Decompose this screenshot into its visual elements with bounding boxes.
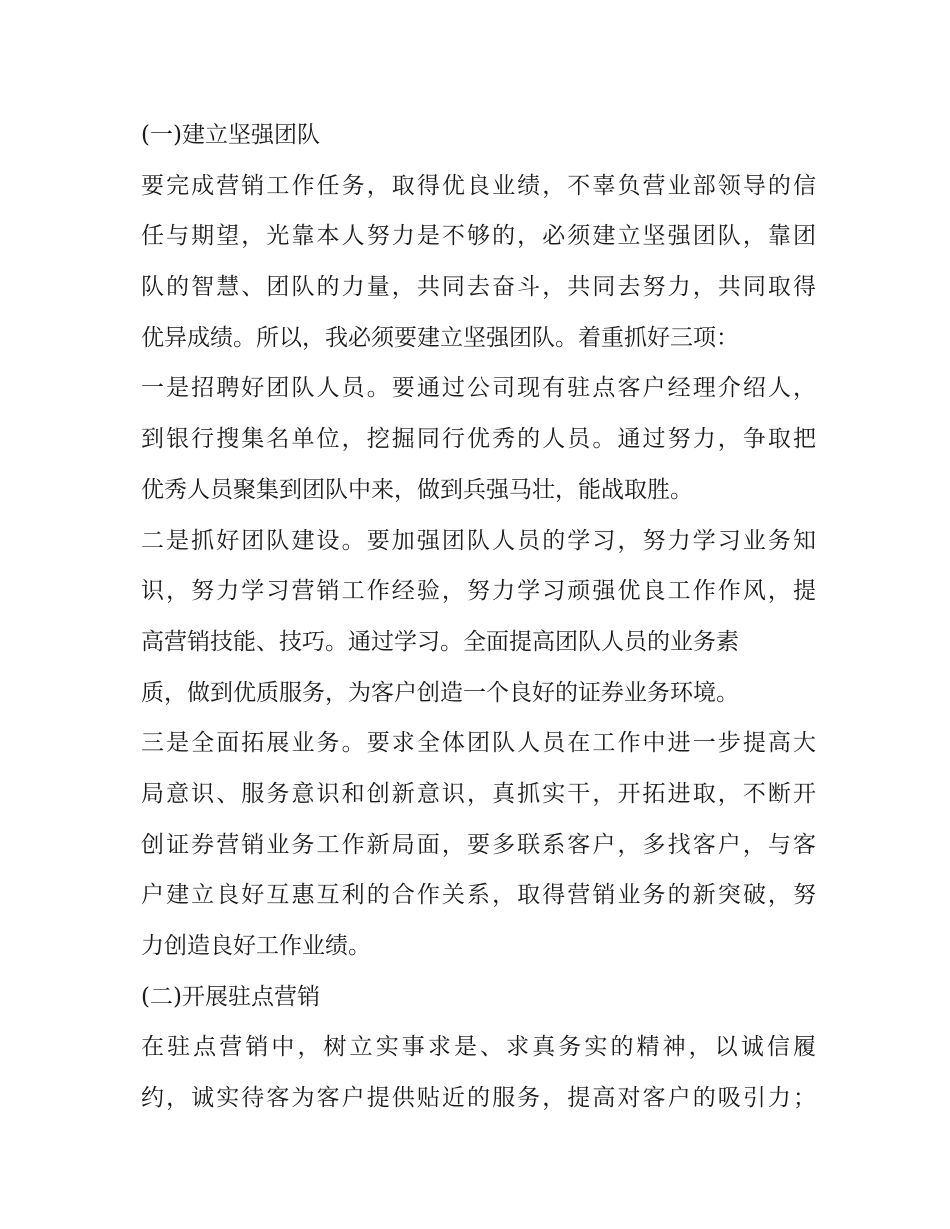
paragraph-line: 优异成绩。所以，我必须要建立坚强团队。着重抓好三项： — [141, 324, 739, 351]
document-body — [141, 110, 816, 1124]
paragraph-line: 力创造良好工作业绩。 — [141, 933, 371, 959]
paragraph-line: 要完成营销工作任务，取得优良业绩，不辜负营业部领导的信 — [141, 172, 816, 199]
paragraph-line: 创证券营销业务工作新局面，要多联系客户，多找客户，与客 — [141, 831, 816, 858]
paragraph-line: 质，做到优质服务，为客户创造一个良好的证券业务环境。 — [141, 679, 739, 706]
paragraph-line: 识，努力学习营销工作经验，努力学习顽强优良工作作风，提 — [141, 578, 816, 605]
paragraph-line: 任与期望，光靠本人努力是不够的，必须建立坚强团队，靠团 — [141, 223, 816, 250]
paragraph-line: 一是招聘好团队人员。要通过公司现有驻点客户经理介绍人， — [141, 375, 816, 402]
section-heading: (一)建立坚强团队 — [141, 122, 320, 148]
paragraph-line: 高营销技能、技巧。通过学习。全面提高团队人员的业务素 — [141, 628, 739, 655]
section-heading: (二)开展驻点营销 — [141, 983, 320, 1010]
paragraph-line: 在驻点营销中，树立实事求是、求真务实的精神，以诚信履 — [141, 1034, 816, 1061]
paragraph-line: 优秀人员聚集到团队中来，做到兵强马壮，能战取胜。 — [141, 476, 693, 503]
paragraph-line: 局意识、服务意识和创新意识，真抓实干，开拓进取，不断开 — [141, 780, 816, 807]
paragraph-line: 队的智慧、团队的力量，共同去奋斗，共同去努力，共同取得 — [141, 274, 816, 301]
paragraph-line: 约，诚实待客为客户提供贴近的服务，提高对客户的吸引力； — [141, 1085, 816, 1112]
paragraph-line: 三是全面拓展业务。要求全体团队人员在工作中进一步提高大 — [141, 730, 816, 757]
paragraph-line: 到银行搜集名单位，挖掘同行优秀的人员。通过努力，争取把 — [141, 426, 816, 453]
paragraph-line: 二是抓好团队建设。要加强团队人员的学习，努力学习业务知 — [141, 527, 816, 554]
paragraph-line: 户建立良好互惠互利的合作关系，取得营销业务的新突破，努 — [141, 882, 816, 909]
